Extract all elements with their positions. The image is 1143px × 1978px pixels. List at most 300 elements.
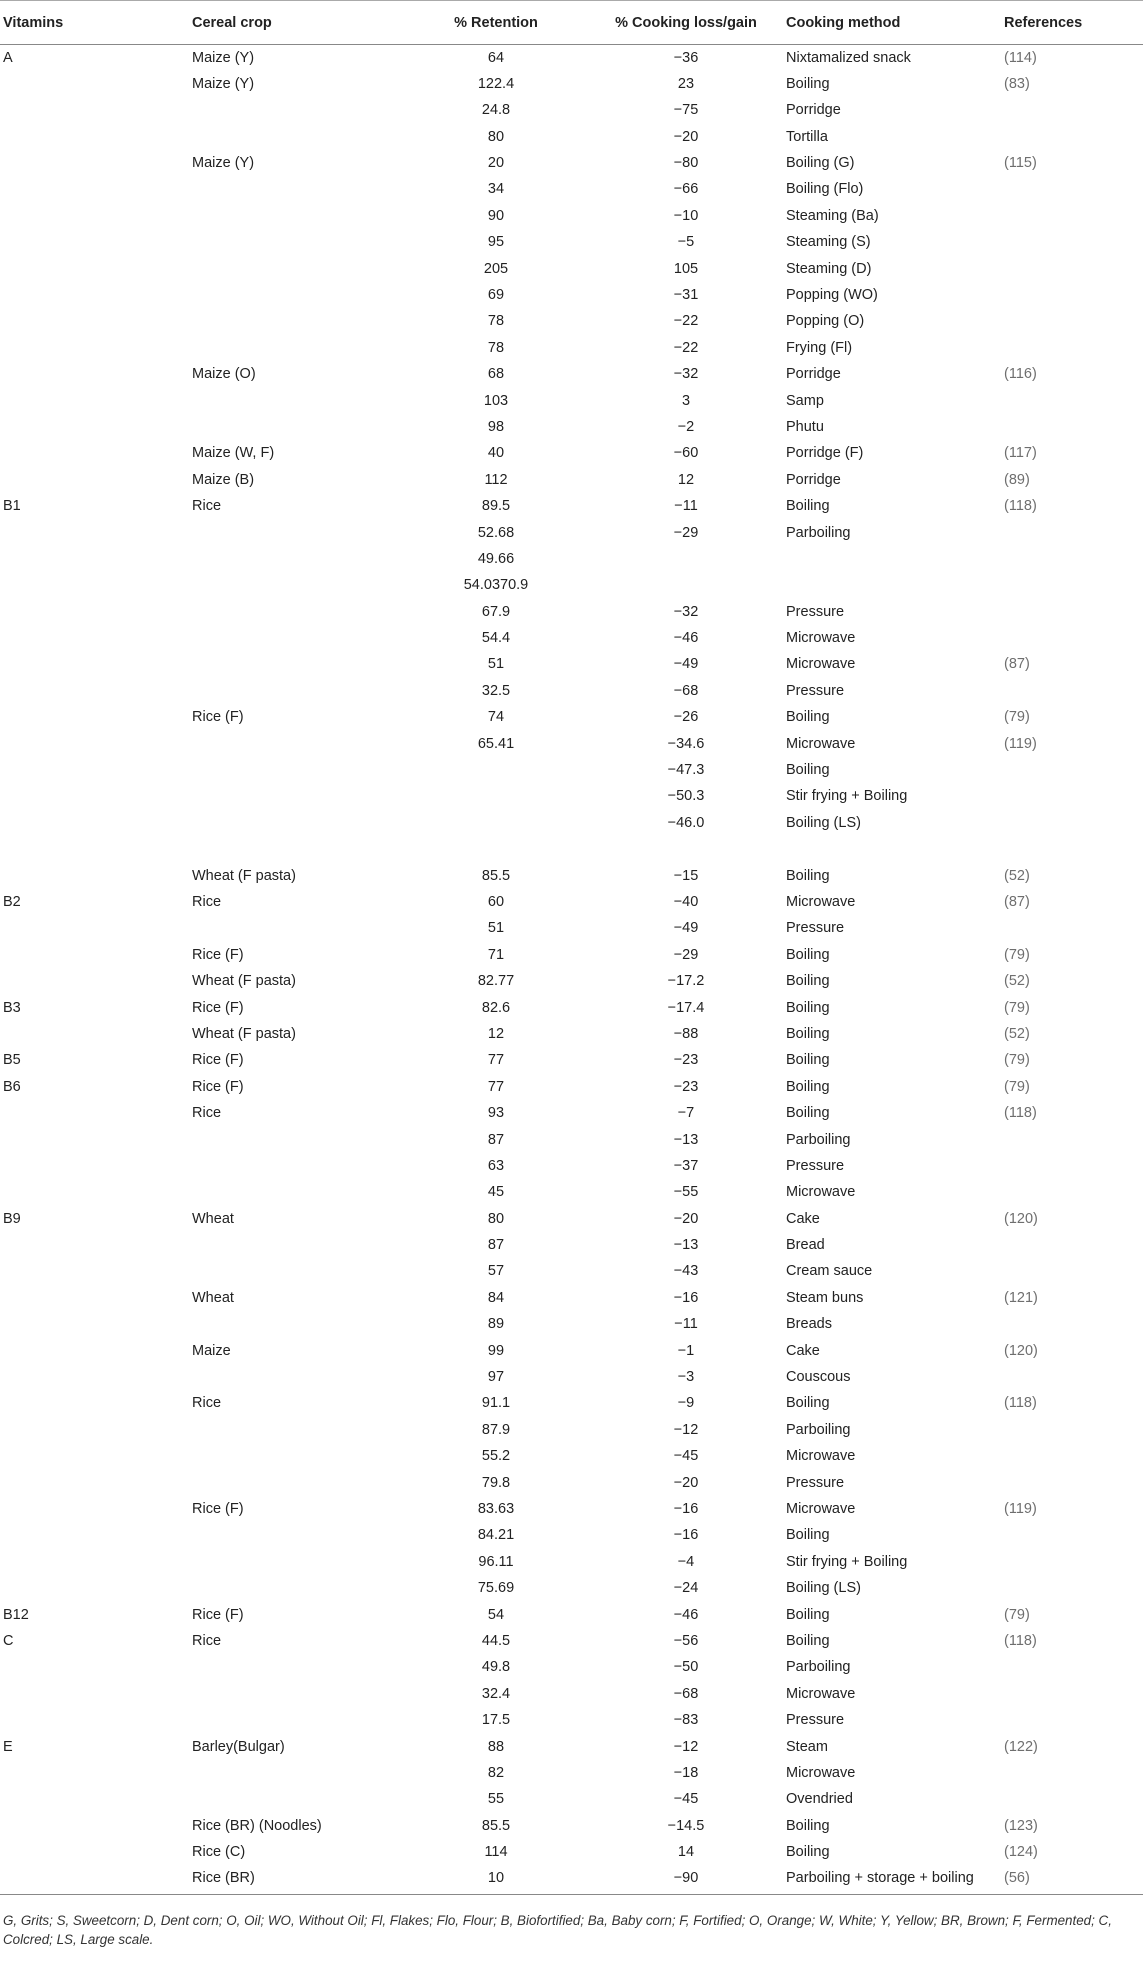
table-row	[0, 1285, 1143, 1311]
cell-vitamin	[0, 1470, 192, 1496]
cell-vitamin	[0, 731, 192, 757]
cell-reference	[1004, 915, 1143, 941]
cell-cereal-crop	[192, 651, 406, 677]
cell-retention: 87	[487, 1131, 505, 1148]
cell-cooking-loss-gain: −40	[673, 894, 699, 910]
cell-cooking-loss-gain: −4	[677, 1553, 695, 1570]
cell-cooking-method: Stir frying + Boiling	[786, 1553, 908, 1570]
cell-retention: 54.4	[481, 630, 511, 647]
cell-cereal-crop	[192, 256, 406, 282]
cell-retention: 69	[487, 287, 505, 304]
cell-cooking-loss-gain: −46.0	[667, 814, 705, 831]
cell-cooking-method: Boiling	[786, 973, 830, 990]
cell-vitamin	[0, 546, 192, 572]
cell-vitamin	[0, 361, 192, 387]
cell-cooking-method: Samp	[786, 392, 824, 409]
cell-retention	[406, 810, 586, 836]
cell-retention: 49.66	[477, 550, 515, 567]
cell-cooking-method: Boiling	[786, 75, 830, 92]
cell-reference	[1004, 783, 1143, 809]
cell-cooking-method: Boiling	[786, 867, 830, 884]
cell-retention: 78	[487, 339, 505, 356]
cell-cooking-method: Microwave	[786, 894, 856, 910]
cell-vitamin	[0, 1786, 192, 1812]
cell-reference	[1004, 97, 1143, 123]
cell-cooking-method: Microwave	[786, 656, 856, 673]
cell-vitamin	[0, 783, 192, 809]
cell-cooking-loss-gain: −50.3	[667, 788, 705, 805]
cell-retention: 84	[487, 1289, 505, 1306]
cell-retention: 78	[487, 313, 505, 330]
cell-reference: (118)	[1004, 1105, 1037, 1122]
cell-reference	[1004, 1417, 1143, 1443]
cell-vitamin	[0, 1021, 192, 1047]
cell-reference	[1004, 229, 1143, 255]
cell-reference: (120)	[1004, 1342, 1038, 1359]
cell-cooking-method: Pressure	[786, 1712, 845, 1729]
cell-cooking-method: Boiling	[786, 498, 830, 515]
cell-cereal-crop	[192, 810, 406, 836]
cell-retention: 103	[483, 392, 509, 409]
cell-reference	[1004, 810, 1143, 836]
cell-vitamin	[0, 572, 192, 598]
cell-retention: 88	[487, 1738, 505, 1755]
table-row	[0, 546, 1143, 572]
cell-cooking-loss-gain: −68	[673, 1685, 699, 1702]
table-row	[0, 1654, 1143, 1680]
cell-vitamin	[0, 1127, 192, 1153]
cell-cereal-crop	[192, 625, 406, 651]
table-row	[0, 1707, 1143, 1733]
cell-cereal-crop	[192, 1470, 406, 1496]
table-row	[0, 1047, 1143, 1073]
cell-retention: 90	[487, 207, 505, 224]
cell-cooking-method: Boiling	[786, 1395, 830, 1412]
cell-retention: 57	[487, 1263, 505, 1280]
cell-retention: 80	[487, 128, 505, 145]
cell-reference	[1004, 572, 1143, 598]
cell-reference	[1004, 757, 1143, 783]
table-row	[0, 1311, 1143, 1337]
cell-retention: 20	[487, 155, 505, 172]
cell-reference	[1004, 678, 1143, 704]
cell-retention: 55.2	[481, 1448, 511, 1465]
cell-retention: 89.5	[481, 498, 511, 515]
cell-cooking-loss-gain: −18	[673, 1764, 699, 1781]
cell-cereal-crop	[192, 757, 406, 783]
cell-vitamin: B9	[3, 1210, 21, 1227]
cell-cereal-crop	[192, 414, 406, 440]
cell-vitamin	[0, 1153, 192, 1179]
cell-reference	[1004, 1232, 1143, 1258]
table-row	[0, 1206, 1143, 1232]
cell-vitamin	[0, 1707, 192, 1733]
cell-vitamin	[0, 520, 192, 546]
cell-cooking-loss-gain: −24	[673, 1580, 699, 1597]
table-row	[0, 651, 1143, 677]
cell-reference	[1004, 388, 1143, 414]
cell-reference	[1004, 1311, 1143, 1337]
table-row	[0, 493, 1143, 519]
cell-retention: 12	[487, 1025, 505, 1042]
table-row	[0, 1760, 1143, 1786]
cell-cereal-crop: Maize	[192, 1342, 231, 1359]
cell-cereal-crop: Rice	[192, 894, 222, 910]
cell-retention: 96.11	[478, 1553, 514, 1570]
cell-cooking-loss-gain: −22	[673, 339, 699, 356]
cell-retention: 91.1	[481, 1395, 511, 1412]
cell-cereal-crop: Rice (F)	[192, 999, 244, 1016]
cell-cereal-crop	[192, 1760, 406, 1786]
cell-cooking-method: Microwave	[786, 1500, 856, 1517]
cell-vitamin	[0, 1522, 192, 1548]
cell-cereal-crop: Maize (Y)	[192, 50, 255, 66]
cell-retention: 83.63	[477, 1500, 515, 1517]
table-row	[0, 335, 1143, 361]
cell-cooking-loss-gain: −55	[673, 1184, 699, 1201]
cell-vitamin	[0, 1549, 192, 1575]
table-row	[0, 308, 1143, 334]
cell-cooking-loss-gain: −45	[673, 1791, 699, 1808]
cell-vitamin	[0, 1390, 192, 1416]
cell-cooking-loss-gain: −3	[677, 1369, 695, 1386]
table-row	[0, 467, 1143, 493]
cell-retention: 85.5	[481, 867, 511, 884]
cell-vitamin	[0, 757, 192, 783]
cell-vitamin: B5	[3, 1052, 21, 1069]
cell-retention: 85.5	[481, 1817, 511, 1834]
cell-vitamin	[0, 229, 192, 255]
cell-vitamin	[0, 1311, 192, 1337]
cell-vitamin	[0, 124, 192, 150]
cell-cereal-crop	[192, 1575, 406, 1601]
cell-cooking-loss-gain: 23	[677, 75, 695, 92]
cell-cooking-loss-gain: −22	[673, 313, 699, 330]
cell-cooking-loss-gain	[586, 546, 786, 572]
cell-vitamin	[0, 1364, 192, 1390]
cell-retention: 10	[406, 1865, 586, 1895]
header-cooking-loss-gain: % Cooking loss/gain	[586, 1, 786, 45]
cell-cooking-loss-gain: −2	[677, 418, 695, 435]
cell-cereal-crop	[192, 731, 406, 757]
cell-vitamin: C	[3, 1632, 14, 1649]
cell-cooking-loss-gain: −45	[673, 1448, 699, 1465]
cell-vitamin	[0, 863, 192, 889]
cell-vitamin	[0, 625, 192, 651]
cell-reference	[1004, 1575, 1143, 1601]
cell-cereal-crop	[192, 1258, 406, 1284]
cell-cooking-method: Parboiling	[786, 524, 851, 541]
cell-retention: 82	[487, 1764, 505, 1781]
cell-cereal-crop: Rice (F)	[192, 1606, 244, 1623]
cell-vitamin	[0, 1179, 192, 1205]
cell-vitamin	[0, 467, 192, 493]
cell-reference	[1004, 1786, 1143, 1812]
cell-cereal-crop	[192, 1654, 406, 1680]
cell-vitamin	[0, 308, 192, 334]
cell-retention: 84.21	[477, 1527, 515, 1544]
cell-vitamin	[0, 1443, 192, 1469]
cell-cooking-loss-gain: −17.2	[667, 973, 705, 990]
table-body	[0, 45, 1143, 1895]
cell-cooking-loss-gain: −83	[673, 1712, 699, 1729]
cell-cooking-method: Microwave	[786, 630, 856, 647]
cell-reference	[1004, 546, 1143, 572]
cell-cooking-loss-gain: −68	[673, 682, 699, 699]
cell-cooking-method: Boiling	[786, 1844, 830, 1861]
cell-cereal-crop	[192, 1549, 406, 1575]
cell-cereal-crop	[192, 1707, 406, 1733]
cell-vitamin	[0, 414, 192, 440]
cell-retention	[406, 783, 586, 809]
table-row	[0, 625, 1143, 651]
cell-reference	[1004, 520, 1143, 546]
cell-retention: 93	[487, 1105, 505, 1122]
cell-cereal-crop: Rice (BR) (Noodles)	[192, 1817, 322, 1834]
cell-cooking-method: Microwave	[786, 1685, 856, 1702]
cell-vitamin	[0, 1338, 192, 1364]
table-row	[0, 942, 1143, 968]
cell-retention: 17.5	[481, 1712, 511, 1729]
cell-reference	[1004, 1549, 1143, 1575]
cell-reference	[1004, 1443, 1143, 1469]
cell-cooking-loss-gain: −17.4	[667, 999, 705, 1016]
cell-vitamin: B12	[3, 1606, 29, 1623]
cell-cereal-crop	[192, 229, 406, 255]
cell-retention: 40	[487, 445, 505, 462]
cell-cooking-loss-gain: −43	[673, 1263, 699, 1280]
cell-retention: 44.5	[481, 1632, 511, 1649]
cell-cereal-crop	[192, 1364, 406, 1390]
cell-vitamin: E	[3, 1738, 13, 1755]
cell-cereal-crop	[192, 1311, 406, 1337]
cell-vitamin	[0, 1100, 192, 1126]
cell-cereal-crop: Maize (Y)	[192, 75, 255, 92]
cell-reference: (117)	[1004, 445, 1037, 462]
cell-retention: 34	[487, 181, 505, 198]
cell-cooking-method: Boiling	[786, 1052, 830, 1069]
cell-reference: (118)	[1004, 1632, 1037, 1649]
cell-cooking-method: Parboiling	[786, 1421, 851, 1438]
cell-reference: (79)	[1004, 946, 1030, 963]
table-row	[0, 176, 1143, 202]
cell-cereal-crop	[192, 335, 406, 361]
cell-cooking-method: Stir frying + Boiling	[786, 788, 908, 805]
cell-retention: 67.9	[481, 603, 511, 620]
table-row	[0, 1496, 1143, 1522]
table-row	[0, 203, 1143, 229]
cell-cooking-method: Porridge	[786, 366, 841, 383]
cell-cooking-loss-gain: −12	[673, 1421, 699, 1438]
cell-cooking-method: Boiling	[786, 999, 830, 1016]
cell-vitamin	[0, 1258, 192, 1284]
cell-retention: 55	[487, 1791, 505, 1808]
table-row	[0, 1258, 1143, 1284]
cell-reference	[1004, 335, 1143, 361]
cell-cooking-loss-gain: −16	[673, 1527, 699, 1544]
cell-cereal-crop: Rice	[192, 1632, 222, 1649]
cell-vitamin	[0, 335, 192, 361]
cell-vitamin: B2	[3, 894, 21, 910]
cell-cooking-method: Microwave	[786, 1764, 856, 1781]
cell-vitamin	[0, 1285, 192, 1311]
cell-cereal-crop: Wheat	[192, 1210, 234, 1227]
cell-cooking-method: Microwave	[786, 1448, 856, 1465]
cell-cooking-loss-gain: 14	[677, 1844, 695, 1861]
table-row	[0, 1074, 1143, 1100]
cell-reference: (118)	[1004, 1395, 1037, 1412]
cell-cooking-loss-gain: −11	[674, 1316, 698, 1333]
cell-cooking-method: Pressure	[786, 1474, 845, 1491]
cell-cooking-loss-gain: −32	[673, 603, 699, 620]
cell-vitamin	[0, 1813, 192, 1839]
table-row	[0, 1179, 1143, 1205]
cell-reference	[1004, 1654, 1143, 1680]
cell-cooking-loss-gain: −29	[673, 946, 699, 963]
cell-cereal-crop: Maize (W, F)	[192, 445, 275, 462]
table-row	[0, 150, 1143, 176]
cell-cereal-crop	[192, 599, 406, 625]
cell-reference: (115)	[1004, 155, 1037, 172]
table-row	[0, 414, 1143, 440]
cell-cooking-method: Nixtamalized snack	[786, 50, 911, 66]
table-row	[0, 704, 1143, 730]
table-row	[0, 1522, 1143, 1548]
cell-vitamin: B6	[3, 1078, 21, 1095]
table-row	[0, 1786, 1143, 1812]
cell-cereal-crop	[192, 1232, 406, 1258]
cell-cooking-loss-gain: −16	[673, 1500, 699, 1517]
cell-cooking-method: Boiling	[786, 1078, 830, 1095]
cell-cooking-loss-gain: −29	[673, 524, 699, 541]
table-row	[0, 968, 1143, 994]
table-row	[0, 1865, 1143, 1895]
cell-vitamin	[0, 1681, 192, 1707]
cell-cooking-loss-gain: −31	[673, 287, 699, 304]
cell-cooking-method: Boiling	[786, 762, 830, 779]
cell-cereal-crop	[192, 1786, 406, 1812]
cell-cooking-method: Ovendried	[786, 1791, 853, 1808]
cell-cereal-crop: Maize (O)	[192, 366, 256, 383]
cell-retention: 32.5	[481, 682, 511, 699]
cell-cooking-loss-gain: 12	[677, 471, 695, 488]
table-row	[0, 783, 1143, 809]
cell-cereal-crop	[192, 1153, 406, 1179]
cell-cereal-crop	[192, 308, 406, 334]
cell-cooking-method: Phutu	[786, 418, 824, 435]
table-row	[0, 572, 1143, 598]
cell-vitamin	[0, 836, 192, 862]
cell-vitamin	[0, 97, 192, 123]
table-row	[0, 915, 1143, 941]
cell-retention: 89	[487, 1316, 505, 1333]
cell-cereal-crop: Rice	[192, 1105, 222, 1122]
cell-vitamin	[0, 388, 192, 414]
cell-retention: 77	[487, 1052, 505, 1069]
cell-reference: (52)	[1004, 867, 1030, 884]
cell-vitamin	[0, 1417, 192, 1443]
cell-reference: (79)	[1004, 1606, 1030, 1623]
table-row	[0, 1470, 1143, 1496]
cell-cereal-crop	[192, 1681, 406, 1707]
cell-cooking-method: Boiling	[786, 1105, 830, 1122]
table-row	[0, 1681, 1143, 1707]
cell-reference: (114)	[1004, 50, 1037, 66]
cell-cereal-crop: Wheat	[192, 1289, 234, 1306]
cell-reference	[1004, 414, 1143, 440]
cell-cereal-crop	[192, 678, 406, 704]
cell-cooking-method: Frying (Fl)	[786, 339, 853, 356]
cell-retention: 114	[484, 1844, 508, 1861]
table-row	[0, 1127, 1143, 1153]
cell-cereal-crop	[192, 1417, 406, 1443]
cell-vitamin	[0, 915, 192, 941]
table-row	[0, 1443, 1143, 1469]
cell-reference	[1004, 1760, 1143, 1786]
header-references: References	[1004, 1, 1143, 45]
cell-cooking-method: Cake	[786, 1210, 820, 1227]
table-row	[0, 1153, 1143, 1179]
cell-vitamin	[0, 1575, 192, 1601]
cell-retention: 51	[487, 920, 505, 937]
cell-cooking-loss-gain: −32	[673, 366, 699, 383]
cell-cooking-method: Bread	[786, 1237, 825, 1254]
cell-retention: 99	[487, 1342, 505, 1359]
cell-reference: (119)	[1004, 1500, 1037, 1517]
cell-retention: 122.4	[477, 75, 515, 92]
cell-cereal-crop: Rice	[192, 498, 222, 515]
cell-vitamin	[0, 150, 192, 176]
cell-cooking-method: Parboiling + storage + boiling	[786, 1865, 1004, 1895]
cell-cooking-method: Popping (O)	[786, 313, 865, 330]
table-row	[0, 520, 1143, 546]
cell-reference	[1004, 1470, 1143, 1496]
cell-cooking-method: Boiling (LS)	[786, 1580, 861, 1597]
cell-cooking-loss-gain: −47.3	[667, 762, 705, 779]
cell-cooking-loss-gain: −49	[673, 656, 699, 673]
cell-cooking-method	[786, 546, 1004, 572]
cell-retention: 64	[487, 50, 505, 66]
cell-cooking-method: Pressure	[786, 920, 845, 937]
cell-cereal-crop	[192, 546, 406, 572]
table-row	[0, 440, 1143, 466]
cell-cooking-loss-gain: −20	[673, 1210, 699, 1227]
cell-cereal-crop: Maize (B)	[192, 471, 255, 488]
cell-reference: (83)	[1004, 75, 1030, 92]
cell-retention: 95	[487, 234, 505, 251]
cell-cooking-loss-gain: −75	[673, 102, 699, 119]
cell-cooking-loss-gain: −9	[677, 1395, 695, 1412]
cell-cereal-crop	[192, 388, 406, 414]
cell-vitamin: B1	[3, 498, 21, 515]
table-footnote: G, Grits; S, Sweetcorn; D, Dent corn; O, Oil; WO, Without Oil; Fl, Flakes; Flo, Flour; B, Biofortified; Ba, Baby corn; F, Fortified; O, Orange; W, White; Y, Yellow; BR, Brown; F, Fermented; C, Colcred; LS, Large scale.	[3, 1913, 1112, 1947]
cell-cooking-loss-gain: 3	[681, 392, 691, 409]
cell-reference: (121)	[1004, 1289, 1038, 1306]
cell-vitamin	[0, 651, 192, 677]
cell-cooking-loss-gain: −50	[673, 1659, 699, 1676]
cell-cooking-method: Breads	[786, 1316, 832, 1333]
cell-cooking-loss-gain: −37	[673, 1157, 699, 1174]
cell-retention: 54.0370.9	[463, 577, 529, 594]
table-row	[0, 599, 1143, 625]
cell-cooking-method: Cake	[786, 1342, 820, 1359]
table-row	[0, 863, 1143, 889]
cell-cooking-method: Steaming (S)	[786, 234, 871, 251]
cell-cooking-loss-gain: −36	[673, 50, 699, 66]
cell-reference	[1004, 1179, 1143, 1205]
cell-cooking-method: Boiling	[786, 709, 830, 726]
cell-vitamin	[0, 1496, 192, 1522]
